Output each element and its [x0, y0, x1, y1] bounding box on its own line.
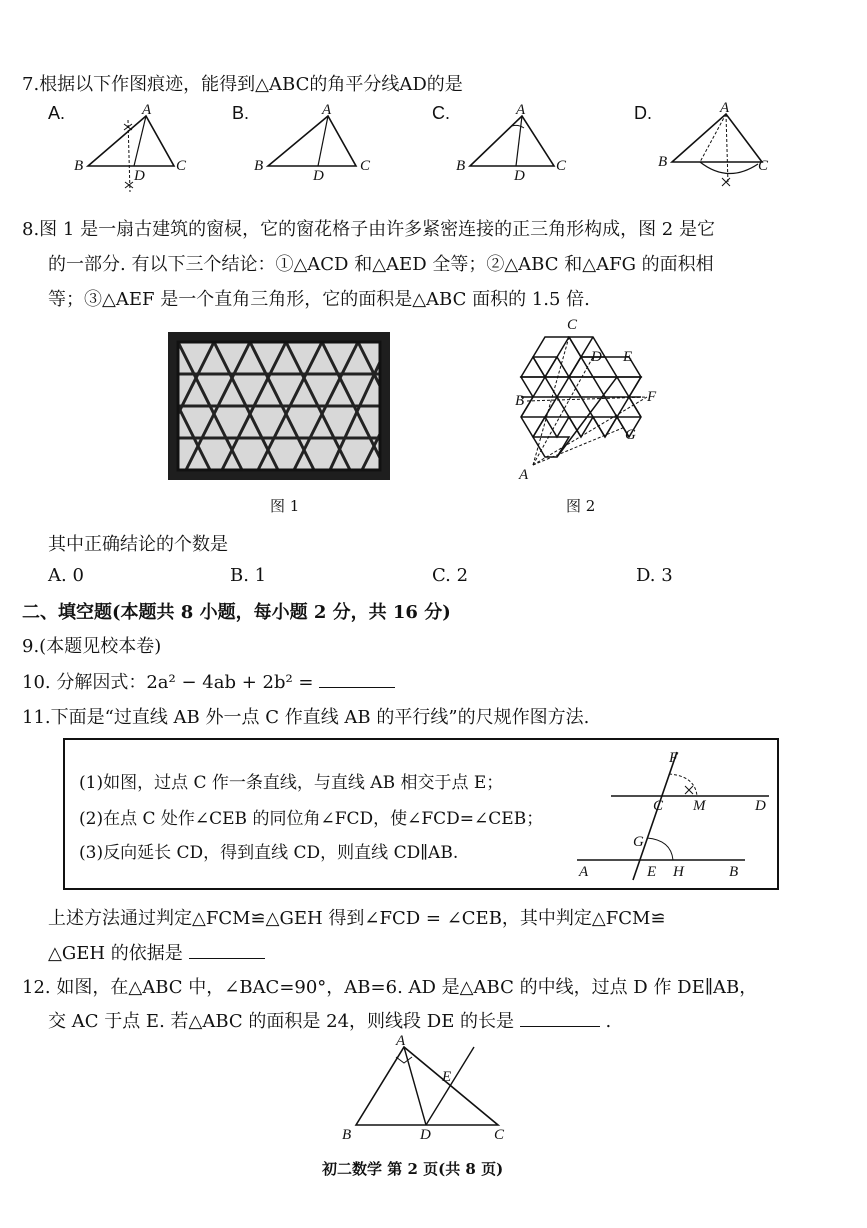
q7-option-b-label: B. — [232, 103, 250, 123]
q8-figure-2-triangle-grid — [505, 315, 665, 485]
q7c-point-b: B — [456, 158, 466, 174]
q11-answer-blank — [189, 944, 265, 959]
q12-point-e: E — [442, 1069, 452, 1085]
q10-answer-blank — [319, 673, 395, 688]
q11-fig-point-m: M — [693, 798, 706, 814]
q11-fig-point-c: C — [653, 798, 664, 814]
q7-option-c-label: C. — [432, 103, 450, 123]
q12-line-1: 12. 如图，在△ABC 中，∠BAC=90°，AB=6. AD 是△ABC 的中线，过点 D 作 DE∥AB， — [22, 977, 758, 998]
q9-text: 9.(本题见校本卷) — [22, 636, 162, 657]
q7d-point-a: A — [720, 100, 730, 116]
q10-text — [22, 668, 395, 694]
q7d-point-c: C — [758, 158, 769, 174]
q12-line-2: 交 AC 于点 E. 若△ABC 的面积是 24，则线段 DE 的长是 . — [48, 1011, 612, 1032]
q8-option-a: A. 0 — [48, 565, 84, 586]
q8-option-c: C. 2 — [432, 565, 469, 586]
q12-line-2-text: 交 AC 于点 E. 若△ABC 的面积是 24，则线段 DE 的长是 — [48, 1011, 515, 1032]
q11-fig-point-g: G — [633, 834, 644, 850]
q7-option-b-figure — [250, 100, 380, 200]
q7b-point-a: A — [322, 102, 332, 118]
q11-fig-point-f: F — [669, 750, 679, 766]
q8-figure-1-caption: 图 1 — [270, 497, 300, 515]
q8-fig2-point-f: F — [647, 389, 657, 405]
q11-stem: 11.下面是“过直线 AB 外一点 C 作直线 AB 的平行线”的尺规作图方法. — [22, 707, 590, 728]
q7c-point-a: A — [516, 102, 526, 118]
q8-fig2-point-a: A — [519, 467, 529, 483]
q11-after-line-1: 上述方法通过判定△FCM≌△GEH 得到∠FCD = ∠CEB，其中判定△FCM≌ — [48, 908, 666, 929]
q7-stem: 7.根据以下作图痕迹，能得到△ABC的角平分线AD的是 — [22, 74, 463, 95]
q11-step-2: (2)在点 C 处作∠CEB 的同位角∠FCD，使∠FCD=∠CEB； — [79, 809, 544, 829]
q7-option-d-label: D. — [634, 103, 652, 123]
q11-fig-point-b: B — [729, 864, 739, 880]
q8-question: 其中正确结论的个数是 — [48, 534, 228, 555]
q12-point-c: C — [494, 1127, 505, 1143]
q7a-point-d: D — [134, 168, 145, 184]
q12-point-b: B — [342, 1127, 352, 1143]
q7-option-a-figure — [70, 100, 200, 200]
q7c-point-d: D — [514, 168, 525, 184]
q8-fig2-point-e: E — [623, 349, 633, 365]
q11-fig-point-d: D — [755, 798, 766, 814]
q8-line-2: 的一部分. 有以下三个结论：①△ACD 和△AED 全等；②△ABC 和△AFG 的面积相 — [48, 254, 714, 275]
q12-answer-blank — [520, 1012, 600, 1027]
q7a-point-a: A — [142, 102, 152, 118]
q11-fig-point-e: E — [647, 864, 657, 880]
q8-fig2-point-b: B — [515, 393, 525, 409]
q7d-point-b: B — [658, 154, 668, 170]
section-2-heading: 二、填空题(本题共 8 小题，每小题 2 分，共 16 分) — [22, 602, 451, 623]
q8-option-b: B. 1 — [230, 565, 267, 586]
q11-step-1: (1)如图，过点 C 作一条直线，与直线 AB 相交于点 E； — [79, 773, 504, 793]
q11-after-line-2 — [48, 939, 265, 965]
q11-fig-point-h: H — [673, 864, 684, 880]
q12-point-d: D — [420, 1127, 431, 1143]
q11-after-text: △GEH 的依据是 — [48, 943, 183, 964]
q12-triangle-figure — [338, 1035, 518, 1145]
q8-line-1: 8.图 1 是一扇古建筑的窗棂，它的窗花格子由许多紧密连接的正三角形构成，图 2 是它 — [22, 219, 715, 240]
q7-option-a-label: A. — [48, 103, 66, 123]
q11-construction-figure — [573, 746, 773, 884]
q10-expression: 10. 分解因式：2a² − 4ab + 2b² = — [22, 672, 314, 693]
q7b-point-d: D — [313, 168, 324, 184]
q12-point-a: A — [396, 1033, 406, 1049]
q8-option-d: D. 3 — [636, 565, 673, 586]
page-footer: 初二数学 第 2 页(共 8 页) — [322, 1160, 504, 1178]
q11-fig-point-a: A — [579, 864, 589, 880]
q7c-point-c: C — [556, 158, 567, 174]
q8-fig2-point-g: G — [625, 427, 636, 443]
q7-option-d-figure — [654, 100, 784, 200]
q7a-point-b: B — [74, 158, 84, 174]
q8-fig2-point-c: C — [567, 317, 578, 333]
q7-option-c-figure — [452, 100, 582, 200]
q11-construction-box — [63, 738, 779, 890]
q11-step-3: (3)反向延长 CD，得到直线 CD，则直线 CD∥AB. — [79, 843, 459, 863]
q8-fig2-point-d: D — [591, 349, 602, 365]
q8-figure-1-window-lattice — [168, 332, 390, 480]
q8-line-3: 等；③△AEF 是一个直角三角形，它的面积是△ABC 面积的 1.5 倍. — [48, 289, 590, 310]
q8-figure-2-caption: 图 2 — [566, 497, 596, 515]
q7b-point-c: C — [360, 158, 371, 174]
q7b-point-b: B — [254, 158, 264, 174]
q7a-point-c: C — [176, 158, 187, 174]
